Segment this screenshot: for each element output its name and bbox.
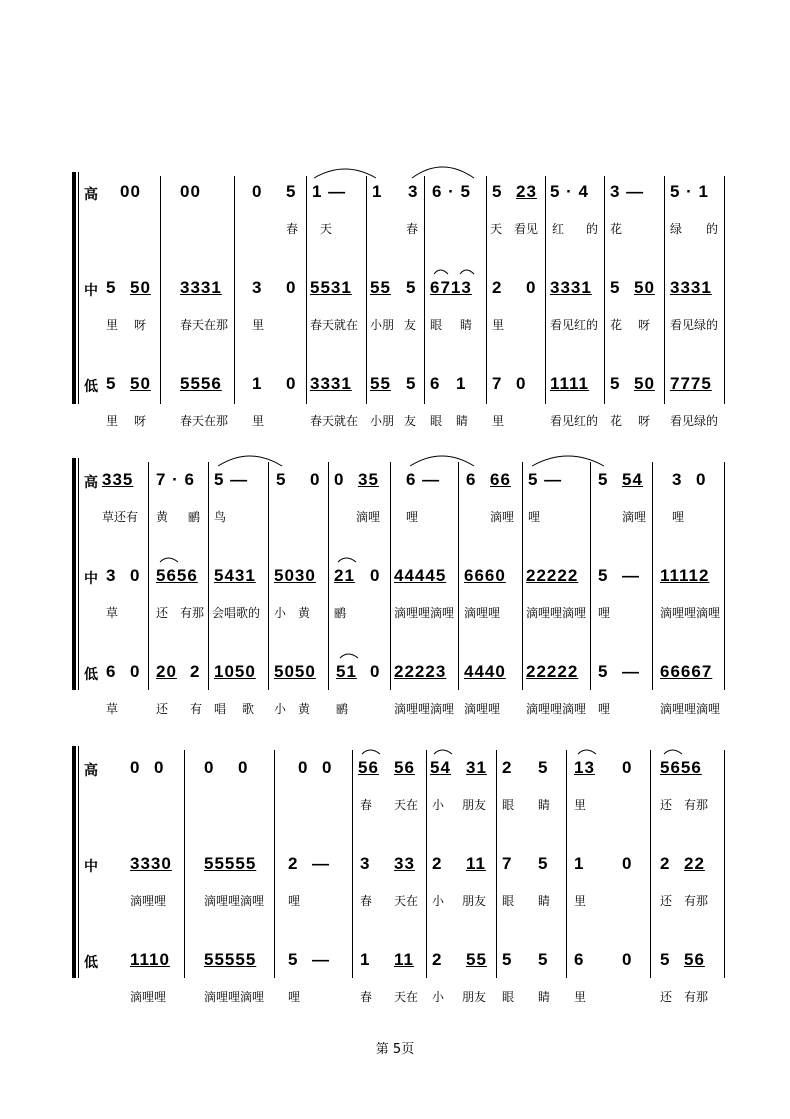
note: 5 · 1 (670, 182, 710, 201)
note: 50 (130, 278, 151, 297)
lyric: 天 (490, 222, 503, 236)
note: 50 (634, 374, 655, 393)
lyric: 春 (286, 222, 299, 236)
note: 2 (190, 662, 201, 681)
note: 5 (406, 374, 417, 393)
note: 55555 (204, 950, 257, 969)
lyric: 春天就在 (310, 414, 359, 428)
note: 5656 (660, 758, 702, 777)
note: 11112 (660, 566, 710, 585)
note: 1 (456, 374, 467, 393)
note: 3 (360, 854, 371, 873)
lyric: 滴哩哩滴哩 (204, 894, 265, 908)
lyric: 春天就在 (310, 318, 359, 332)
note: 5 (538, 950, 549, 969)
note: 31 (466, 758, 487, 777)
lyric: 还 (156, 702, 169, 716)
note: 2 (432, 950, 443, 969)
lyric: 滴哩 (356, 510, 381, 524)
lyric: 里 (492, 318, 505, 332)
lyric: 草 (106, 606, 119, 620)
lyric: 里 (574, 990, 587, 1004)
slur-tie (578, 750, 596, 754)
lyric: 唱 (214, 702, 227, 716)
lyric: 鹂 (336, 702, 349, 716)
note: 5 (610, 278, 621, 297)
note: 5 (660, 950, 671, 969)
note: 7 · 6 (156, 470, 196, 489)
lyric: 看见红的 (550, 318, 599, 332)
note: 0 (154, 758, 165, 777)
note: 23 (516, 182, 537, 201)
note: 5 (276, 470, 287, 489)
lyric: 看见绿的 (670, 414, 719, 428)
lyric: 鹂 (334, 606, 347, 620)
lyric: 朋友 (462, 990, 487, 1004)
slur-tie (338, 558, 356, 562)
note: 1111 (550, 374, 590, 393)
note: 35 (358, 470, 379, 489)
note: 0 (130, 758, 141, 777)
note: 1 (574, 854, 585, 873)
lyric: 滴哩 (622, 510, 647, 524)
note: 0 (370, 662, 381, 681)
lyric: 睛 (538, 894, 551, 908)
part-label-high: 高 (84, 763, 98, 779)
lyric: 滴哩哩滴哩 (660, 606, 721, 620)
lyric: 红 (552, 222, 565, 236)
note: 55 (370, 374, 391, 393)
note: 5050 (274, 662, 316, 681)
lyric: 春 (360, 798, 373, 812)
note: 5 — (214, 470, 249, 489)
lyric: 朋友 (462, 894, 487, 908)
slur-tie (434, 750, 452, 754)
note: 3331 (550, 278, 592, 297)
lyric: 哩 (672, 510, 685, 524)
note: 55 (466, 950, 487, 969)
part-label-high: 高 (84, 475, 98, 491)
lyric: 里 (574, 894, 587, 908)
lyric: 哩 (528, 510, 541, 524)
note: 5 (406, 278, 417, 297)
lyric: 滴哩哩滴哩 (526, 702, 587, 716)
lyric: 小 (432, 894, 445, 908)
lyric: 睛 (538, 990, 551, 1004)
note: 0 (322, 758, 333, 777)
note: 5 (286, 182, 297, 201)
lyric: 滴哩哩滴哩 (204, 990, 265, 1004)
lyric: 有 (190, 702, 203, 716)
note: 50 (130, 374, 151, 393)
note: 66 (490, 470, 511, 489)
lyric: 有那 (684, 894, 709, 908)
part-label-low: 低 (84, 667, 98, 683)
note: 5531 (310, 278, 352, 297)
lyric: 黄 (156, 510, 169, 524)
note: 5 (106, 278, 117, 297)
note: 1 (252, 374, 263, 393)
part-label-low: 低 (84, 379, 98, 395)
note: 0 (370, 566, 381, 585)
note: 5 — (528, 470, 563, 489)
lyric: 睛 (538, 798, 551, 812)
note: 0 (286, 278, 297, 297)
lyric: 友 (404, 414, 417, 428)
lyric: 绿 (670, 222, 683, 236)
note: 3 (672, 470, 683, 489)
lyric: 滴哩哩滴哩 (394, 606, 455, 620)
note: 11 (394, 950, 414, 969)
note: 1110 (130, 950, 170, 969)
lyric: 滴哩哩 (130, 990, 167, 1004)
note: 4440 (464, 662, 506, 681)
lyric: 春天在那 (180, 318, 229, 332)
lyric: 有那 (180, 606, 205, 620)
lyric: 呀 (134, 414, 147, 428)
note: — (622, 566, 640, 585)
note: 5 (538, 854, 549, 873)
lyric: 朋友 (462, 798, 487, 812)
slur-tie (314, 169, 376, 178)
note: 2 (660, 854, 671, 873)
note: 50 (634, 278, 655, 297)
note: 3 (408, 182, 419, 201)
lyric: 小 (432, 990, 445, 1004)
note: 5030 (274, 566, 316, 585)
lyric: 眼 (502, 990, 515, 1004)
lyric: 会唱歌的 (212, 606, 261, 620)
note: 33 (394, 854, 415, 873)
slur-tie (664, 750, 682, 754)
lyric: 黄 (298, 702, 311, 716)
lyric: 歌 (242, 702, 255, 716)
lyric: 小朋 (370, 318, 395, 332)
note: 56 (394, 758, 415, 777)
lyric: 鹂 (188, 510, 201, 524)
note: 0 (204, 758, 215, 777)
note: — (312, 950, 330, 969)
lyric: 草 (106, 702, 119, 716)
lyric: 春天在那 (180, 414, 229, 428)
lyric: 看见 (514, 222, 539, 236)
note: 22222 (526, 662, 579, 681)
part-label-middle: 中 (84, 859, 98, 875)
slur-tie (460, 270, 474, 274)
lyric: 草还有 (102, 510, 139, 524)
note: 3331 (180, 278, 222, 297)
lyric: 哩 (406, 510, 419, 524)
note: 0 (622, 950, 633, 969)
note: 5 (538, 758, 549, 777)
note: 3 (106, 566, 117, 585)
lyric: 眼 (502, 798, 515, 812)
lyric: 鸟 (214, 510, 227, 524)
note: 5 (598, 566, 609, 585)
note: 5 (502, 950, 513, 969)
lyric: 天在 (394, 990, 419, 1004)
note: 3331 (670, 278, 712, 297)
note: 7775 (670, 374, 712, 393)
lyric: 花 (610, 318, 623, 332)
note: 0 (286, 374, 297, 393)
note: 00 (120, 182, 141, 201)
note: 5 (492, 182, 503, 201)
note: 0 (298, 758, 309, 777)
note: 6660 (464, 566, 506, 585)
note: 7 (492, 374, 503, 393)
lyric: 春 (406, 222, 419, 236)
lyric: 呀 (638, 318, 651, 332)
note: 22222 (526, 566, 579, 585)
lyric: 小 (432, 798, 445, 812)
part-label-middle: 中 (84, 283, 98, 299)
note: 0 (310, 470, 321, 489)
note: 0 (130, 566, 141, 585)
lyric: 的 (586, 222, 599, 236)
note: 1 — (312, 182, 347, 201)
note: 44445 (394, 566, 447, 585)
lyric: 看见红的 (550, 414, 599, 428)
slur-tie (362, 750, 380, 754)
lyric: 滴哩哩 (464, 606, 501, 620)
note: 2 (432, 854, 443, 873)
note: 6 (430, 374, 441, 393)
lyric: 春 (360, 894, 373, 908)
note: 1 (360, 950, 371, 969)
slur-tie (412, 167, 474, 178)
lyric: 黄 (298, 606, 311, 620)
lyric: 小 (274, 702, 287, 716)
page-number: 第 5页 (375, 1042, 415, 1057)
lyric: 天在 (394, 798, 419, 812)
lyric: 的 (706, 222, 719, 236)
note: 6 (574, 950, 585, 969)
note: 7 (502, 854, 513, 873)
lyric: 滴哩哩滴哩 (526, 606, 587, 620)
lyric: 哩 (598, 702, 611, 716)
note: 54 (430, 758, 451, 777)
lyric: 看见绿的 (670, 318, 719, 332)
note: 13 (574, 758, 595, 777)
lyric: 哩 (598, 606, 611, 620)
note: 56 (684, 950, 705, 969)
lyric: 还 (660, 798, 673, 812)
lyric: 里 (106, 414, 119, 428)
note: 0 (622, 758, 633, 777)
note: 22 (684, 854, 705, 873)
note: 2 (288, 854, 299, 873)
part-label-high: 高 (84, 187, 98, 203)
lyric: 哩 (288, 990, 301, 1004)
lyric: 天在 (394, 894, 419, 908)
slur-tie (340, 654, 358, 658)
note: 6 (466, 470, 477, 489)
note: 0 (696, 470, 707, 489)
note: 5 (288, 950, 299, 969)
note: — (312, 854, 330, 873)
part-label-low: 低 (84, 955, 98, 971)
lyric: 里 (492, 414, 505, 428)
note: 6713 (430, 278, 472, 297)
lyric: 春 (360, 990, 373, 1004)
note: 51 (336, 662, 357, 681)
slur-tie (434, 270, 448, 274)
lyric: 眼 (502, 894, 515, 908)
note: 0 (526, 278, 537, 297)
lyric: 花 (610, 222, 623, 236)
lyric: 有那 (684, 990, 709, 1004)
note: 22223 (394, 662, 447, 681)
lyric: 眼 (430, 318, 443, 332)
lyric: 滴哩哩 (130, 894, 167, 908)
lyric: 天 (320, 222, 333, 236)
lyric: 呀 (638, 414, 651, 428)
note: 6 — (406, 470, 441, 489)
slur-tie (532, 456, 604, 466)
note: 21 (334, 566, 355, 585)
note: — (622, 662, 640, 681)
note: 3 — (610, 182, 645, 201)
note: 3 (252, 278, 263, 297)
lyric: 里 (574, 798, 587, 812)
lyric: 小朋 (370, 414, 395, 428)
note: 5 (610, 374, 621, 393)
note: 66667 (660, 662, 713, 681)
lyric: 小 (274, 606, 287, 620)
lyric: 呀 (134, 318, 147, 332)
note: 5431 (214, 566, 256, 585)
note: 0 (622, 854, 633, 873)
part-label-middle: 中 (84, 571, 98, 587)
note: 5 (598, 662, 609, 681)
note: 0 (516, 374, 527, 393)
note: 1 (372, 182, 383, 201)
note: 00 (180, 182, 201, 201)
note: 6 · 5 (432, 182, 472, 201)
lyric: 眼 (430, 414, 443, 428)
lyric: 还 (156, 606, 169, 620)
lyric: 还 (660, 990, 673, 1004)
lyric: 滴哩哩滴哩 (394, 702, 455, 716)
note: 0 (130, 662, 141, 681)
note: 55 (370, 278, 391, 297)
slur-tie (160, 558, 178, 562)
lyric: 滴哩 (490, 510, 515, 524)
note: 0 (238, 758, 249, 777)
note: 335 (102, 470, 134, 489)
lyric: 里 (252, 414, 265, 428)
note: 6 (106, 662, 117, 681)
slur-tie (218, 456, 282, 466)
note: 5656 (156, 566, 198, 585)
lyric: 里 (106, 318, 119, 332)
note: 54 (622, 470, 643, 489)
lyric: 睛 (456, 414, 469, 428)
lyric: 里 (252, 318, 265, 332)
lyric: 哩 (288, 894, 301, 908)
note: 3331 (310, 374, 352, 393)
note: 56 (358, 758, 379, 777)
lyric: 滴哩哩 (464, 702, 501, 716)
note: 5 · 4 (550, 182, 590, 201)
lyric: 还 (660, 894, 673, 908)
note: 20 (156, 662, 177, 681)
note: 55555 (204, 854, 257, 873)
note: 5 (598, 470, 609, 489)
note: 0 (334, 470, 345, 489)
lyric: 滴哩哩滴哩 (660, 702, 721, 716)
lyric: 花 (610, 414, 623, 428)
lyric: 友 (404, 318, 417, 332)
note: 2 (502, 758, 513, 777)
slur-tie (410, 456, 474, 466)
note: 5 (106, 374, 117, 393)
note: 3330 (130, 854, 172, 873)
note: 2 (492, 278, 503, 297)
note: 1050 (214, 662, 256, 681)
note: 0 (252, 182, 263, 201)
note: 11 (466, 854, 486, 873)
lyric: 睛 (460, 318, 473, 332)
lyric: 有那 (684, 798, 709, 812)
note: 5556 (180, 374, 222, 393)
